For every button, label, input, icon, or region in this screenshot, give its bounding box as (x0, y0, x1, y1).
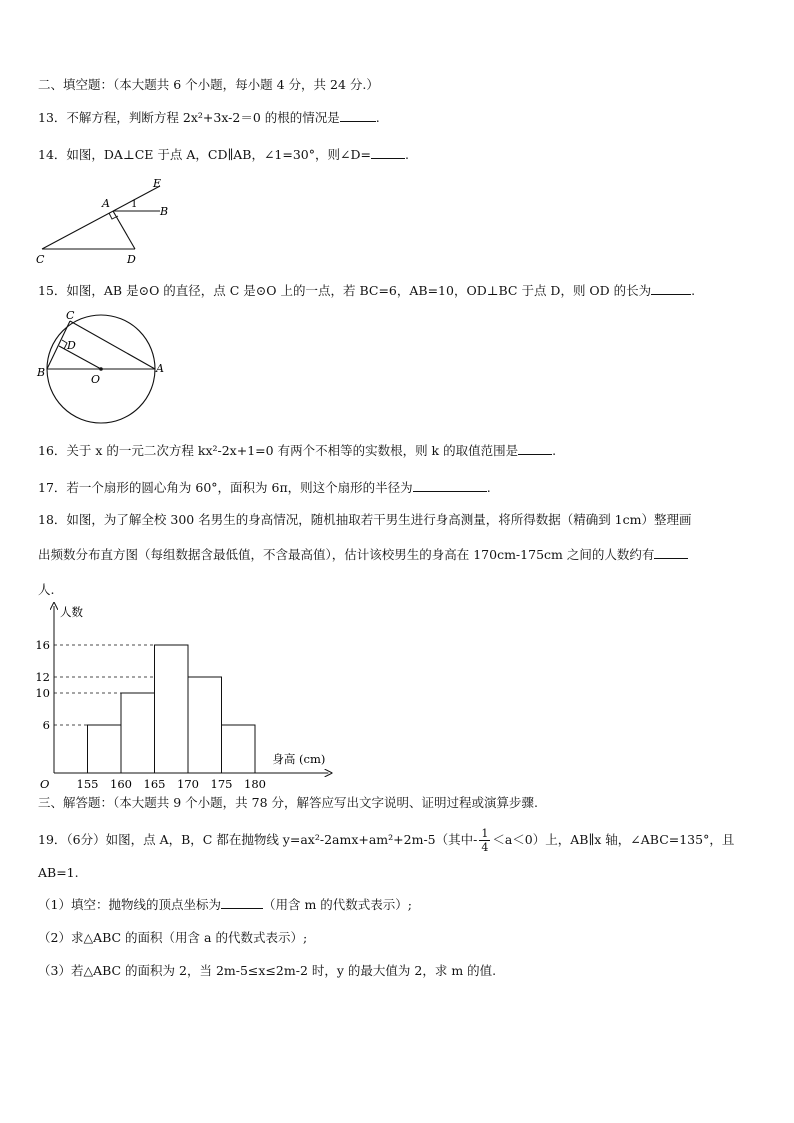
question-14-text: 14．如图，DA⊥CE 于点 A，CD∥AB，∠1=30°，则∠D= (38, 147, 371, 162)
section-heading-solutions: 三、解答题：（本大题共 9 个小题，共 78 分，解答应写出文字说明、证明过程或演算步骤. (38, 795, 538, 810)
label-o: O (91, 373, 101, 386)
chord-ca (70, 321, 155, 369)
histogram-bar (188, 677, 222, 773)
question-18-line-2 (38, 546, 688, 564)
histogram-bars (88, 645, 256, 773)
question-17-end: . (486, 480, 491, 495)
answer-blank-15[interactable] (651, 282, 691, 295)
fraction-denominator: 4 (481, 841, 489, 854)
question-19-sub-3: （3）若△ABC 的面积为 2，当 2m-5≤x≤2m-2 时，y 的最大值为 2，求 m 的值. (38, 963, 497, 978)
question-14 (38, 146, 409, 164)
question-19-sub-2: （2）求△ABC 的面积（用含 a 的代数式表示）; (38, 930, 308, 945)
histogram-bar (222, 725, 256, 773)
x-tick-label: 180 (244, 777, 266, 791)
segment-od (59, 346, 101, 369)
x-tick-label: 165 (143, 777, 166, 791)
label-a: A (102, 197, 110, 210)
question-17 (38, 479, 491, 497)
question-19-text-b: ＜a＜0）上，AB∥x 轴，∠ABC=135°，且 (492, 832, 735, 847)
question-16-text: 16．关于 x 的一元二次方程 kx²-2x+1=0 有两个不相等的实数根，则 k 的取值范围是 (38, 443, 519, 458)
y-tick-label: 12 (35, 670, 50, 684)
question-14-end: . (404, 147, 409, 162)
x-tick-label: 175 (210, 777, 233, 791)
label-b: B (160, 205, 169, 218)
section-heading-fill-in: 二、填空题：（本大题共 6 个小题，每小题 4 分，共 24 分.） (38, 77, 379, 92)
center-point (99, 367, 103, 371)
question-19-line-1 (38, 827, 734, 854)
question-15-end: . (691, 283, 696, 298)
label-angle-1: 1 (131, 199, 138, 210)
answer-blank-13[interactable] (340, 109, 376, 122)
x-axis-label: 身高 (cm) (272, 752, 326, 766)
y-axis-label: 人数 (60, 605, 83, 619)
fraction-numerator: 1 (481, 827, 489, 840)
label-b: B (37, 366, 46, 379)
question-19-sub-1-text: （1）填空：抛物线的顶点坐标为 (38, 897, 221, 912)
answer-blank-18[interactable] (654, 546, 688, 559)
x-tick-label: 155 (76, 777, 99, 791)
y-tick-label: 10 (35, 686, 50, 700)
question-19-text-a: 19．（6分）如图，点 A，B，C 都在抛物线 y=ax²-2amx+am²+2m-5（其中- (38, 832, 478, 847)
question-19-line-2: AB=1. (38, 865, 79, 880)
label-c: C (66, 309, 75, 322)
label-d: D (67, 339, 76, 352)
question-18-line-2-text: 出频数分布直方图（每组数据含最低值，不含最高值），估计该校男生的身高在 170cm-175cm 之间的人数约有 (38, 547, 655, 562)
x-tick-label: 160 (110, 777, 132, 791)
question-18-line-1: 18．如图，为了解全校 300 名男生的身高情况，随机抽取若干男生进行身高测量，将所得数据（精确到 1cm）整理画 (38, 512, 692, 527)
x-tick-labels (77, 777, 266, 791)
question-19-sub-1 (38, 896, 412, 914)
y-tick-label: 16 (35, 638, 50, 652)
histogram-bar (88, 725, 122, 773)
y-tick-labels (35, 638, 50, 732)
x-tick-label: 170 (177, 777, 199, 791)
question-18-line-3: 人. (38, 582, 55, 597)
q15-circle-figure (34, 306, 170, 426)
question-15-text: 15．如图，AB 是⊙O 的直径，点 C 是⊙O 上的一点，若 BC=6，AB=10，OD⊥BC 于点 D，则 OD 的长为 (38, 283, 652, 298)
y-tick-label: 6 (42, 718, 50, 732)
label-a: A (156, 362, 164, 375)
question-13-end: . (375, 110, 380, 125)
fraction-one-quarter (479, 827, 490, 854)
answer-blank-17[interactable] (413, 479, 487, 492)
question-13 (38, 109, 380, 127)
q14-geometry-figure (30, 174, 180, 266)
label-c: C (36, 253, 45, 266)
histogram-bar (121, 693, 155, 773)
answer-blank-16[interactable] (518, 442, 552, 455)
question-19-sub-1-end: （用含 m 的代数式表示）; (262, 897, 412, 912)
line-ce (42, 186, 160, 249)
answer-blank-19-1[interactable] (221, 896, 263, 909)
question-15 (38, 282, 695, 300)
histogram-chart (30, 600, 340, 795)
question-17-text: 17．若一个扇形的圆心角为 60°，面积为 6π，则这个扇形的半径为 (38, 480, 413, 495)
question-16-end: . (552, 443, 557, 458)
histogram-bar (155, 645, 189, 773)
question-16 (38, 442, 556, 460)
label-d: D (127, 253, 136, 266)
origin-label: O (40, 777, 50, 791)
answer-blank-14[interactable] (371, 146, 405, 159)
question-13-text: 13．不解方程，判断方程 2x²+3x-2＝0 的根的情况是 (38, 110, 340, 125)
label-e: E (153, 177, 162, 190)
